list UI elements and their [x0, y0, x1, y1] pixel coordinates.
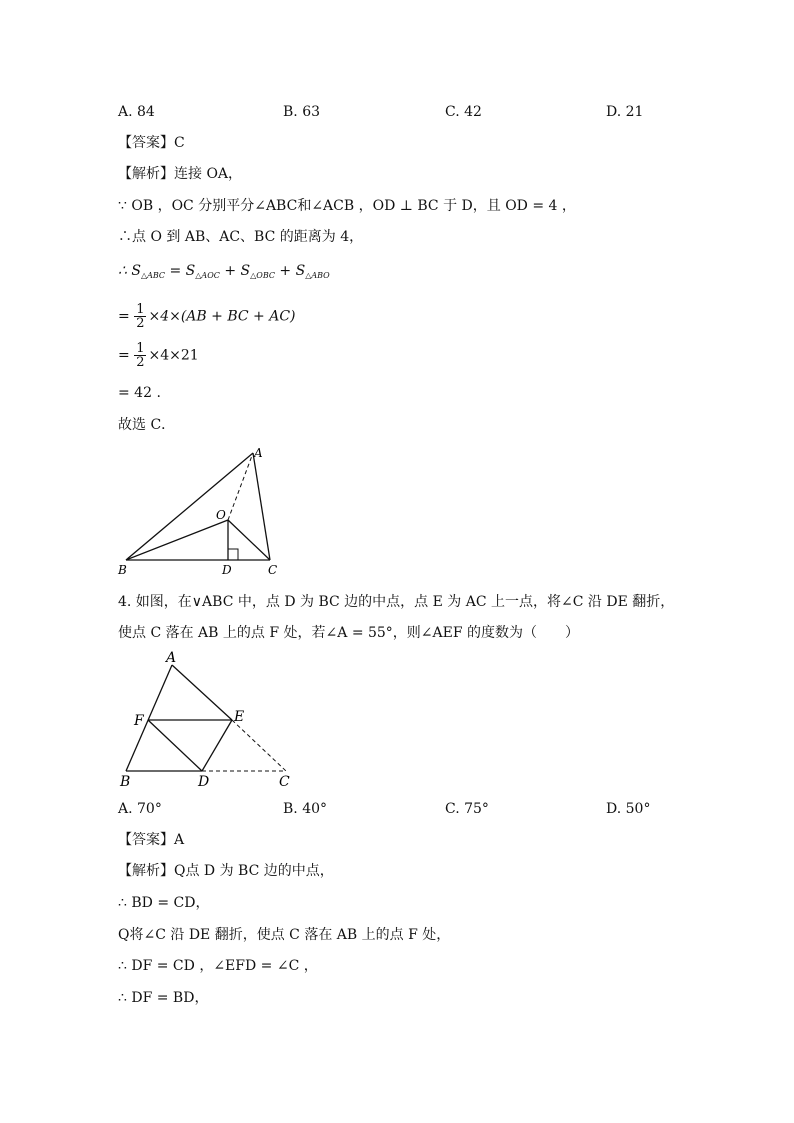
frac-numerator: 1 [136, 302, 145, 317]
half-perimeter-expr: ×4×(AB + BC + AC) [148, 308, 296, 325]
frac-numerator-2: 1 [136, 341, 145, 356]
q3-choice-d: D. 21 [606, 104, 644, 120]
label-c: C [279, 774, 290, 790]
q3-answer: 【答案】C [118, 135, 185, 151]
q4-answer: 【答案】A [118, 832, 185, 848]
q3-analysis-intro [118, 165, 242, 183]
q4-analysis-line4: ∴ DF = CD ，∠EFD = ∠C ， [118, 958, 318, 974]
analysis-label: 【解析】 [118, 166, 174, 182]
label-d: D [198, 774, 210, 790]
q4-choice-c: C. 75° [445, 801, 489, 817]
q3-triangle-figure [110, 440, 300, 580]
fraction-half-2 [134, 342, 146, 369]
q4-fold-figure [110, 645, 305, 795]
area-sub-obc: △OBC [250, 271, 275, 280]
q3-choice-b: B. 63 [283, 104, 321, 120]
label-c: C [268, 563, 278, 577]
area-s1: ∴ S [118, 263, 141, 279]
q3-given-line: ∵ OB ，OC 分别平分∠ABC和∠ACB ，OD ⊥ BC 于 D，且 OD = 4 ， [118, 198, 576, 214]
q3-result-line: = 42 . [118, 385, 161, 401]
label-e: E [234, 709, 245, 725]
q3-area-sum-line [118, 262, 330, 285]
q3-numeric-line [118, 342, 199, 369]
label-a: A [166, 650, 177, 666]
area-sub-abc: △ABC [140, 271, 166, 280]
frac-denominator-2: 2 [136, 355, 145, 370]
q4-choice-d: D. 50° [606, 801, 651, 817]
label-o: O [216, 508, 226, 522]
q3-distance-line: ∴点 O 到 AB、AC、BC 的距离为 4， [118, 229, 364, 245]
label-a: A [254, 446, 263, 460]
q3-choice-a: A. 84 [118, 104, 155, 120]
fraction-half [134, 303, 146, 330]
numeric-expr: ×4×21 [148, 347, 199, 364]
q4-question-line1: 4. 如图，在∨ABC 中，点 D 为 BC 边的中点，点 E 为 AC 上一点，将∠C 沿 DE 翻折， [118, 594, 675, 610]
area-sub-abo: △ABO [305, 271, 330, 280]
q4-question-line2: 使点 C 落在 AB 上的点 F 处，若∠A = 55°，则∠AEF 的度数为（ ） [118, 625, 580, 641]
frac-denominator: 2 [136, 316, 145, 331]
label-d: D [222, 563, 232, 577]
equals-sign-2: = [118, 347, 130, 364]
q4-choice-b: B. 40° [283, 801, 328, 817]
q4-analysis-line5: ∴ DF = BD， [118, 990, 209, 1006]
q3-half-perimeter-line [118, 303, 296, 330]
analysis-text: 连接 OA， [174, 166, 243, 182]
label-f: F [134, 713, 144, 729]
q4-analysis-line2: ∴ BD = CD， [118, 895, 210, 911]
q4-analysis-line3: Q将∠C 沿 DE 翻折，使点 C 落在 AB 上的点 F 处， [118, 927, 451, 943]
q4-choice-a: A. 70° [118, 801, 162, 817]
q4-analysis-line1: 【解析】Q点 D 为 BC 边的中点， [118, 863, 334, 879]
area-s3: + S [219, 263, 251, 279]
area-sub-aoc: △AOC [195, 271, 220, 280]
q3-choice-c: C. 42 [445, 104, 482, 120]
equals-sign: = [118, 308, 130, 325]
label-b: B [118, 563, 127, 577]
label-b: B [120, 774, 131, 790]
area-s4: + S [274, 263, 306, 279]
area-s2: = S [165, 263, 196, 279]
q3-conclusion: 故选 C． [118, 417, 176, 433]
